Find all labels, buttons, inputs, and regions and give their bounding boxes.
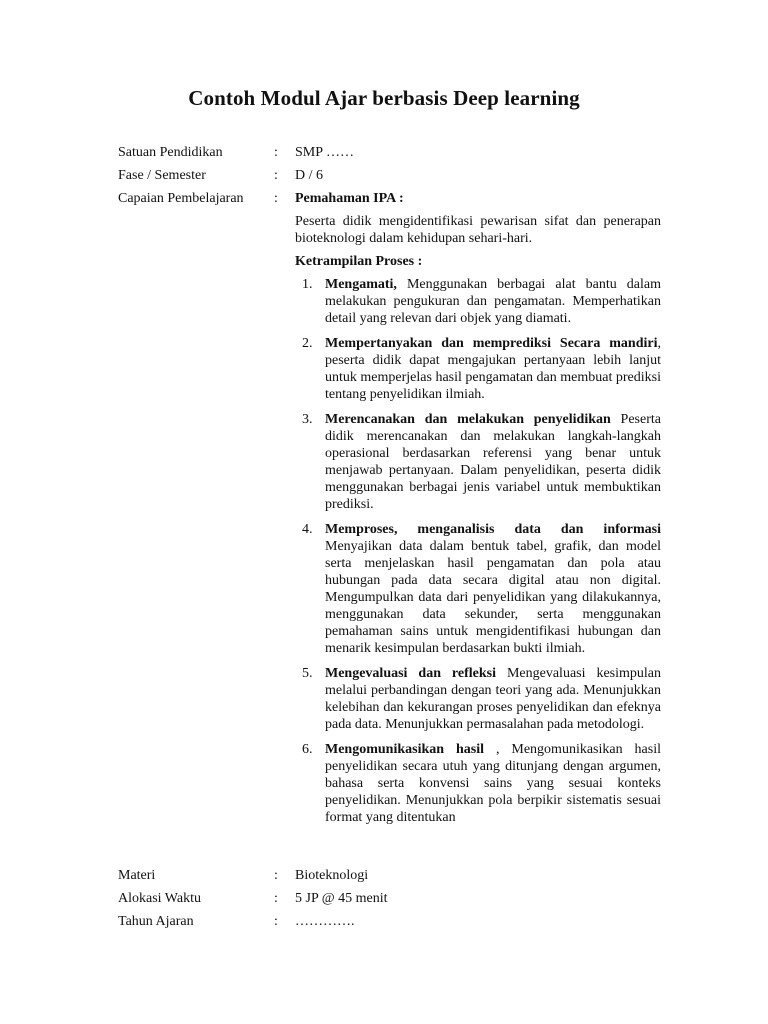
item-number: 1.: [302, 277, 313, 292]
item-title: Mempertanyakan dan memprediksi Secara mandiri: [325, 336, 658, 351]
field-value: D / 6: [295, 168, 323, 183]
field-colon: :: [274, 914, 278, 929]
item-number: 2.: [302, 336, 313, 351]
field-colon: :: [274, 191, 278, 206]
list-item: [295, 741, 661, 826]
list-item: [295, 411, 661, 513]
item-number: 6.: [302, 742, 313, 757]
ketrampilan-heading: Ketrampilan Proses :: [295, 254, 423, 269]
item-text: Menyajikan data dalam bentuk tabel, grafik, dan model serta menjelaskan hasil pengamatan dan pola atau hubungan pada data secara digital atau non digital. Mengumpulkan data dari penyelidikan yang dilakukannya, menggunakan data sekunder, serta menggunakan pemahaman sains untuk mengidentifikasi hubungan dan menarik kesimpulan berdasarkan bukti ilmiah.: [325, 539, 661, 656]
field-value: ………….: [295, 914, 355, 929]
list-item: [295, 521, 661, 657]
item-title: Mengamati,: [325, 277, 397, 292]
item-text: Mengevaluasi kesimpulan melalui perbandingan dengan teori yang ada. Menunjukkan kelebihan dan kekurangan proses penyelidikan dan efeknya pada data. Menunjukkan permasalahan pada metodologi.: [325, 666, 661, 732]
field-label: Tahun Ajaran: [118, 914, 194, 929]
list-item: [295, 665, 661, 733]
field-label: Fase / Semester: [118, 168, 206, 183]
item-number: 3.: [302, 412, 313, 427]
list-item: [295, 276, 661, 327]
skills-list: [295, 276, 661, 834]
field-label: Materi: [118, 868, 156, 883]
item-title: Merencanakan dan melakukan penyelidikan: [325, 412, 611, 427]
item-title: Mengomunikasikan hasil: [325, 742, 484, 757]
list-item: [295, 335, 661, 403]
item-number: 4.: [302, 522, 313, 537]
field-colon: :: [274, 145, 278, 160]
page-title: Contoh Modul Ajar berbasis Deep learning: [188, 86, 580, 110]
item-text: , peserta didik dapat mengajukan pertanyaan lebih lanjut untuk memperjelas hasil pengamatan dan membuat prediksi tentang penyelidikan ilmiah.: [325, 336, 661, 402]
field-colon: :: [274, 168, 278, 183]
capaian-heading: Pemahaman IPA :: [295, 191, 404, 206]
field-value: 5 JP @ 45 menit: [295, 891, 388, 906]
field-label: Alokasi Waktu: [118, 891, 201, 906]
item-text: Peserta didik merencanakan dan melakukan langkah-langkah operasional berdasarkan referensi yang benar untuk menjawab pertanyaan. Dalam penyelidikan, peserta didik menggunakan berbagai jenis variabel untuk membuktikan prediksi.: [325, 412, 661, 512]
item-title: Mengevaluasi dan refleksi: [325, 666, 496, 681]
item-title: Memproses, menganalisis data dan informasi: [325, 522, 661, 537]
field-label: Satuan Pendidikan: [118, 145, 223, 160]
item-number: 5.: [302, 666, 313, 681]
item-text: , Mengomunikasikan hasil penyelidikan secara utuh yang ditunjang dengan argumen, bahasa serta konvensi sains yang sesuai konteks penyelidikan. Menunjukkan pola berpikir sistematis sesuai format yang ditentukan: [325, 742, 661, 825]
field-value: Bioteknologi: [295, 868, 369, 883]
field-colon: :: [274, 868, 278, 883]
field-value: SMP ……: [295, 145, 355, 160]
item-text: Menggunakan berbagai alat bantu dalam melakukan pengukuran dan pengamatan. Memperhatikan detail yang relevan dari objek yang diamati.: [325, 277, 661, 326]
field-label: Capaian Pembelajaran: [118, 191, 244, 206]
capaian-description: Peserta didik mengidentifikasi pewarisan sifat dan penerapan bioteknologi dalam kehidupan sehari-hari.: [295, 214, 661, 246]
field-colon: :: [274, 891, 278, 906]
